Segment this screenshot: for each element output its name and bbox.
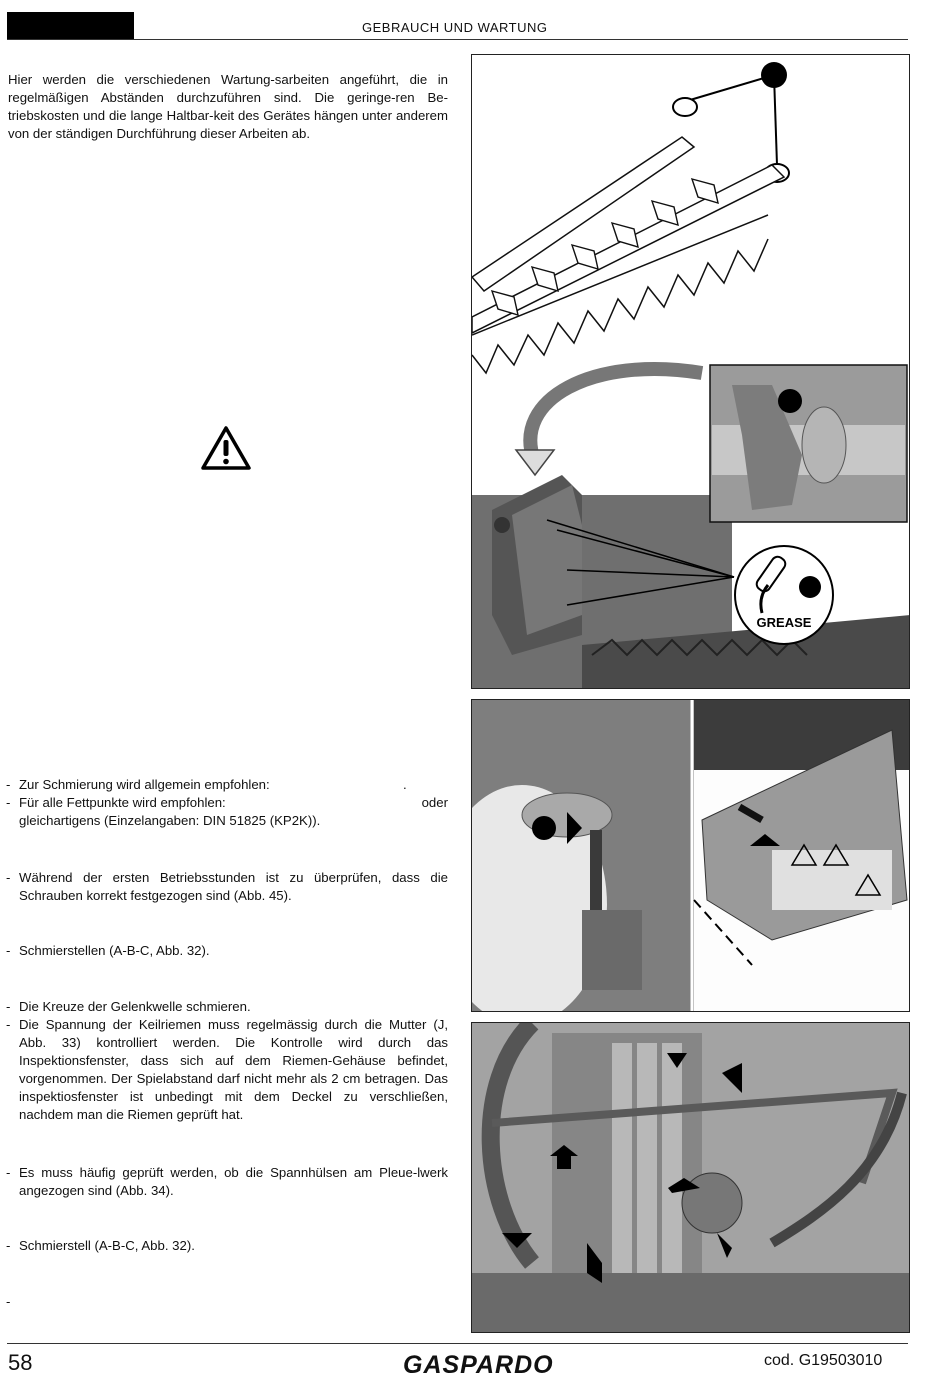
list-item: - Die Kreuze der Gelenkwelle schmieren. - Die Spannung der Keilriemen muss regelmässig durch die Mutter (J, Abb. 33) kontrolliert werden. Die Kontrolle wird durch das Inspektionsfenster, dass sich auf dem Riemen-Gehäuse befindet, vorgenommen. Der Spielabstand darf nicht mehr als 2 cm betragen. Das inspektiosfenster ist unbedingt mit dem Deckel zu verschließen, nachdem man die Riemen geprüft hat.: [6, 999, 448, 1122]
intro-paragraph: Hier werden die verschiedenen Wartung-sarbeiten angeführt, die in regelmäßigen Abständen durchzuführen sind. Die geringe-ren Be-triebskosten und die lange Haltbar-keit des Gerätes hängen unter anderem von der ständigen Durchführung dieser Arbeiten ab.: [8, 72, 448, 141]
document-code: cod. G19503010: [764, 1352, 883, 1369]
section-title: GEBRAUCH UND WARTUNG: [362, 20, 548, 35]
list-item: - Während der ersten Betriebsstunden ist zu überprüfen, dass die Schrauben korrekt festgezogen sind (Abb. 45).: [6, 870, 448, 903]
lubrication-list: [6, 776, 448, 830]
warning-icon: [200, 425, 252, 471]
list-item: - Zur Schmierung wird allgemein empfohlen: .: [6, 777, 407, 792]
list-item: - Schmierstell (A-B-C, Abb. 32).: [6, 1238, 195, 1253]
list-item: - Schmierstellen (A-B-C, Abb. 32).: [6, 943, 210, 958]
figure-belt-tension: [471, 699, 910, 1012]
grease-label: GREASE: [756, 615, 812, 630]
page-number: 58: [8, 1350, 33, 1375]
list-item: - Es muss häufig geprüft werden, ob die Spannhülsen am Pleue-lwerk angezogen sind (Abb. 34).: [6, 1165, 448, 1198]
footer-divider: [7, 1343, 908, 1344]
figure-conrod-check: [471, 1022, 910, 1333]
header-black-tab: [7, 12, 134, 39]
brand-logo: GASPARDO: [403, 1351, 554, 1379]
list-item-continuation: gleichartigens (Einzelangaben: DIN 51825 (KP2K)).: [19, 813, 321, 828]
list-item: - Für alle Fettpunkte wird empfohlen: oder: [6, 795, 448, 810]
header-divider: [7, 39, 908, 40]
figure-cutter-bar-lubrication: [471, 54, 910, 689]
